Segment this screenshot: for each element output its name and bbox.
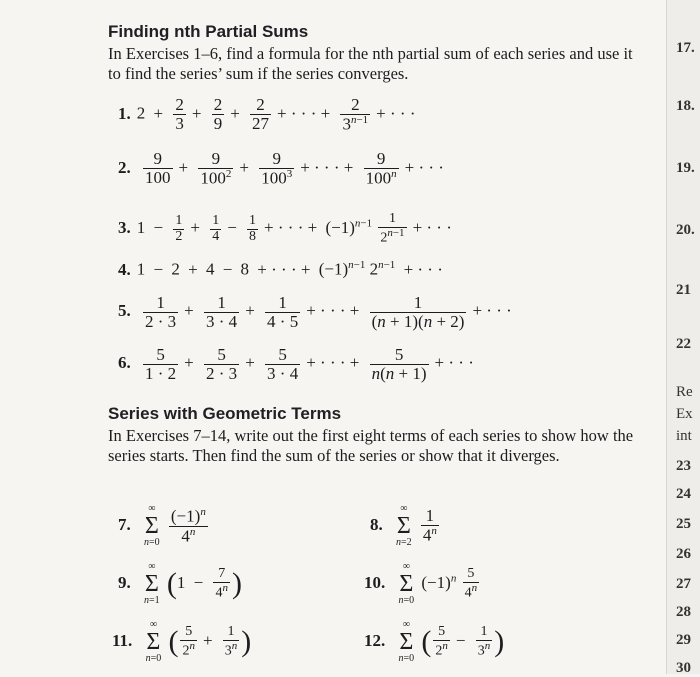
margin-text: int xyxy=(676,428,692,444)
exercise-5: 5. $\frac{1}{2 \cdot 3}$ + $\frac{1}{3 \cdot 4}$ + $\frac{1}{4 \cdot 5}$ + · · · + $\frac{1}{(n + 1)(n + 2)}$ + · · · xyxy=(118,293,512,331)
exercise-number: 8. xyxy=(370,514,383,534)
section-heading xyxy=(108,404,341,424)
margin-text: Re xyxy=(676,384,693,400)
section-intro: In Exercises 1–6, find a formula for the nth partial sum of each series and use it to find the series’ sum if the series converges. xyxy=(108,44,633,83)
exercise-number: 2. xyxy=(118,157,131,177)
exercise-1: 1. 2 + $\frac{2}{3}$ + $\frac{2}{9}$ + $\frac{2}{27}$ + · · · + $\frac{2}{3^{n-1}}$ + · · · xyxy=(118,95,416,134)
exercise-8: 8. ∞ Σ n=2 $\frac{1}{4^n}$ xyxy=(370,503,437,548)
exercise-6: 6. $\frac{5}{1 \cdot 2}$ + $\frac{5}{2 \cdot 3}$ + $\frac{5}{3 \cdot 4}$ + · · · + $\frac{5}{n(n + 1)}$ + · · · xyxy=(118,345,474,383)
exercise-4: 4. 1 − 2 + 4 − 8 + · · · + $(-1)^{n-1}$ $2^{n-1}$ + · · · xyxy=(118,259,443,279)
margin-number: 24 xyxy=(676,486,691,502)
exercise-number: 6. xyxy=(118,353,131,373)
margin-number: 20. xyxy=(676,222,695,238)
exercise-3: 3. 1 − $\frac{1}{2}$ + $\frac{1}{4}$ − $\frac{1}{8}$ + · · · + $(-1)^{n-1}$ $\frac{1}{2^{n-1}}$ + · · · xyxy=(118,211,452,246)
margin-number: 19. xyxy=(676,160,695,176)
exercise-number: 10. xyxy=(364,572,386,592)
heading-text: Series with Geometric Terms xyxy=(108,404,342,423)
exercise-number: 1. xyxy=(118,103,131,123)
margin-text: Ex xyxy=(676,406,693,422)
exercise-11: 11. ∞ Σ n=0 ( $\frac{5}{2^n}$ + $\frac{1}{3^n}$ ) xyxy=(112,619,252,664)
margin-number: 17. xyxy=(676,40,695,56)
exercise-9: 9. ∞ Σ n=1 (1 − $\frac{7}{4^n}$ ) xyxy=(118,561,242,606)
margin-number: 28 xyxy=(676,604,691,620)
exercise-number: 7. xyxy=(118,514,131,534)
margin-number: 30 xyxy=(676,660,691,676)
exercise-number: 12. xyxy=(364,630,386,650)
exercise-number: 4. xyxy=(118,259,131,279)
exercise-12: 12. ∞ Σ n=0 ( $\frac{5}{2^n}$ − $\frac{1}{3^n}$ ) xyxy=(364,619,505,664)
margin-number: 23 xyxy=(676,458,691,474)
margin-number: 25 xyxy=(676,516,691,532)
margin-number: 18. xyxy=(676,98,695,114)
heading-text: Finding nth Partial Sums xyxy=(108,22,309,41)
margin-number: 29 xyxy=(676,632,691,648)
exercise-number: 9. xyxy=(118,572,131,592)
exercise-number: 3. xyxy=(118,217,131,237)
section-intro: In Exercises 7–14, write out the first eight terms of each series to show how the series starts. Then find the sum of the series or show that it diverges. xyxy=(108,426,634,465)
exercise-10: 10. ∞ Σ n=0 $(-1)^n$ $\frac{5}{4^n}$ xyxy=(364,561,478,606)
margin-number: 26 xyxy=(676,546,691,562)
exercise-7: 7. ∞ Σ n=0 $\frac{(-1)^n}{4^n}$ xyxy=(118,503,206,548)
margin-number: 27 xyxy=(676,576,691,592)
exercise-number: 11. xyxy=(112,630,133,650)
section-heading xyxy=(108,22,308,42)
exercise-2: 2. $\frac{9}{100}$ + $\frac{9}{100^2}$ + $\frac{9}{100^3}$ + · · · + $\frac{9}{100^n}$ + · · · xyxy=(118,149,444,188)
margin-number: 22 xyxy=(676,336,691,352)
exercise-number: 5. xyxy=(118,301,131,321)
margin-number: 21 xyxy=(676,282,691,298)
